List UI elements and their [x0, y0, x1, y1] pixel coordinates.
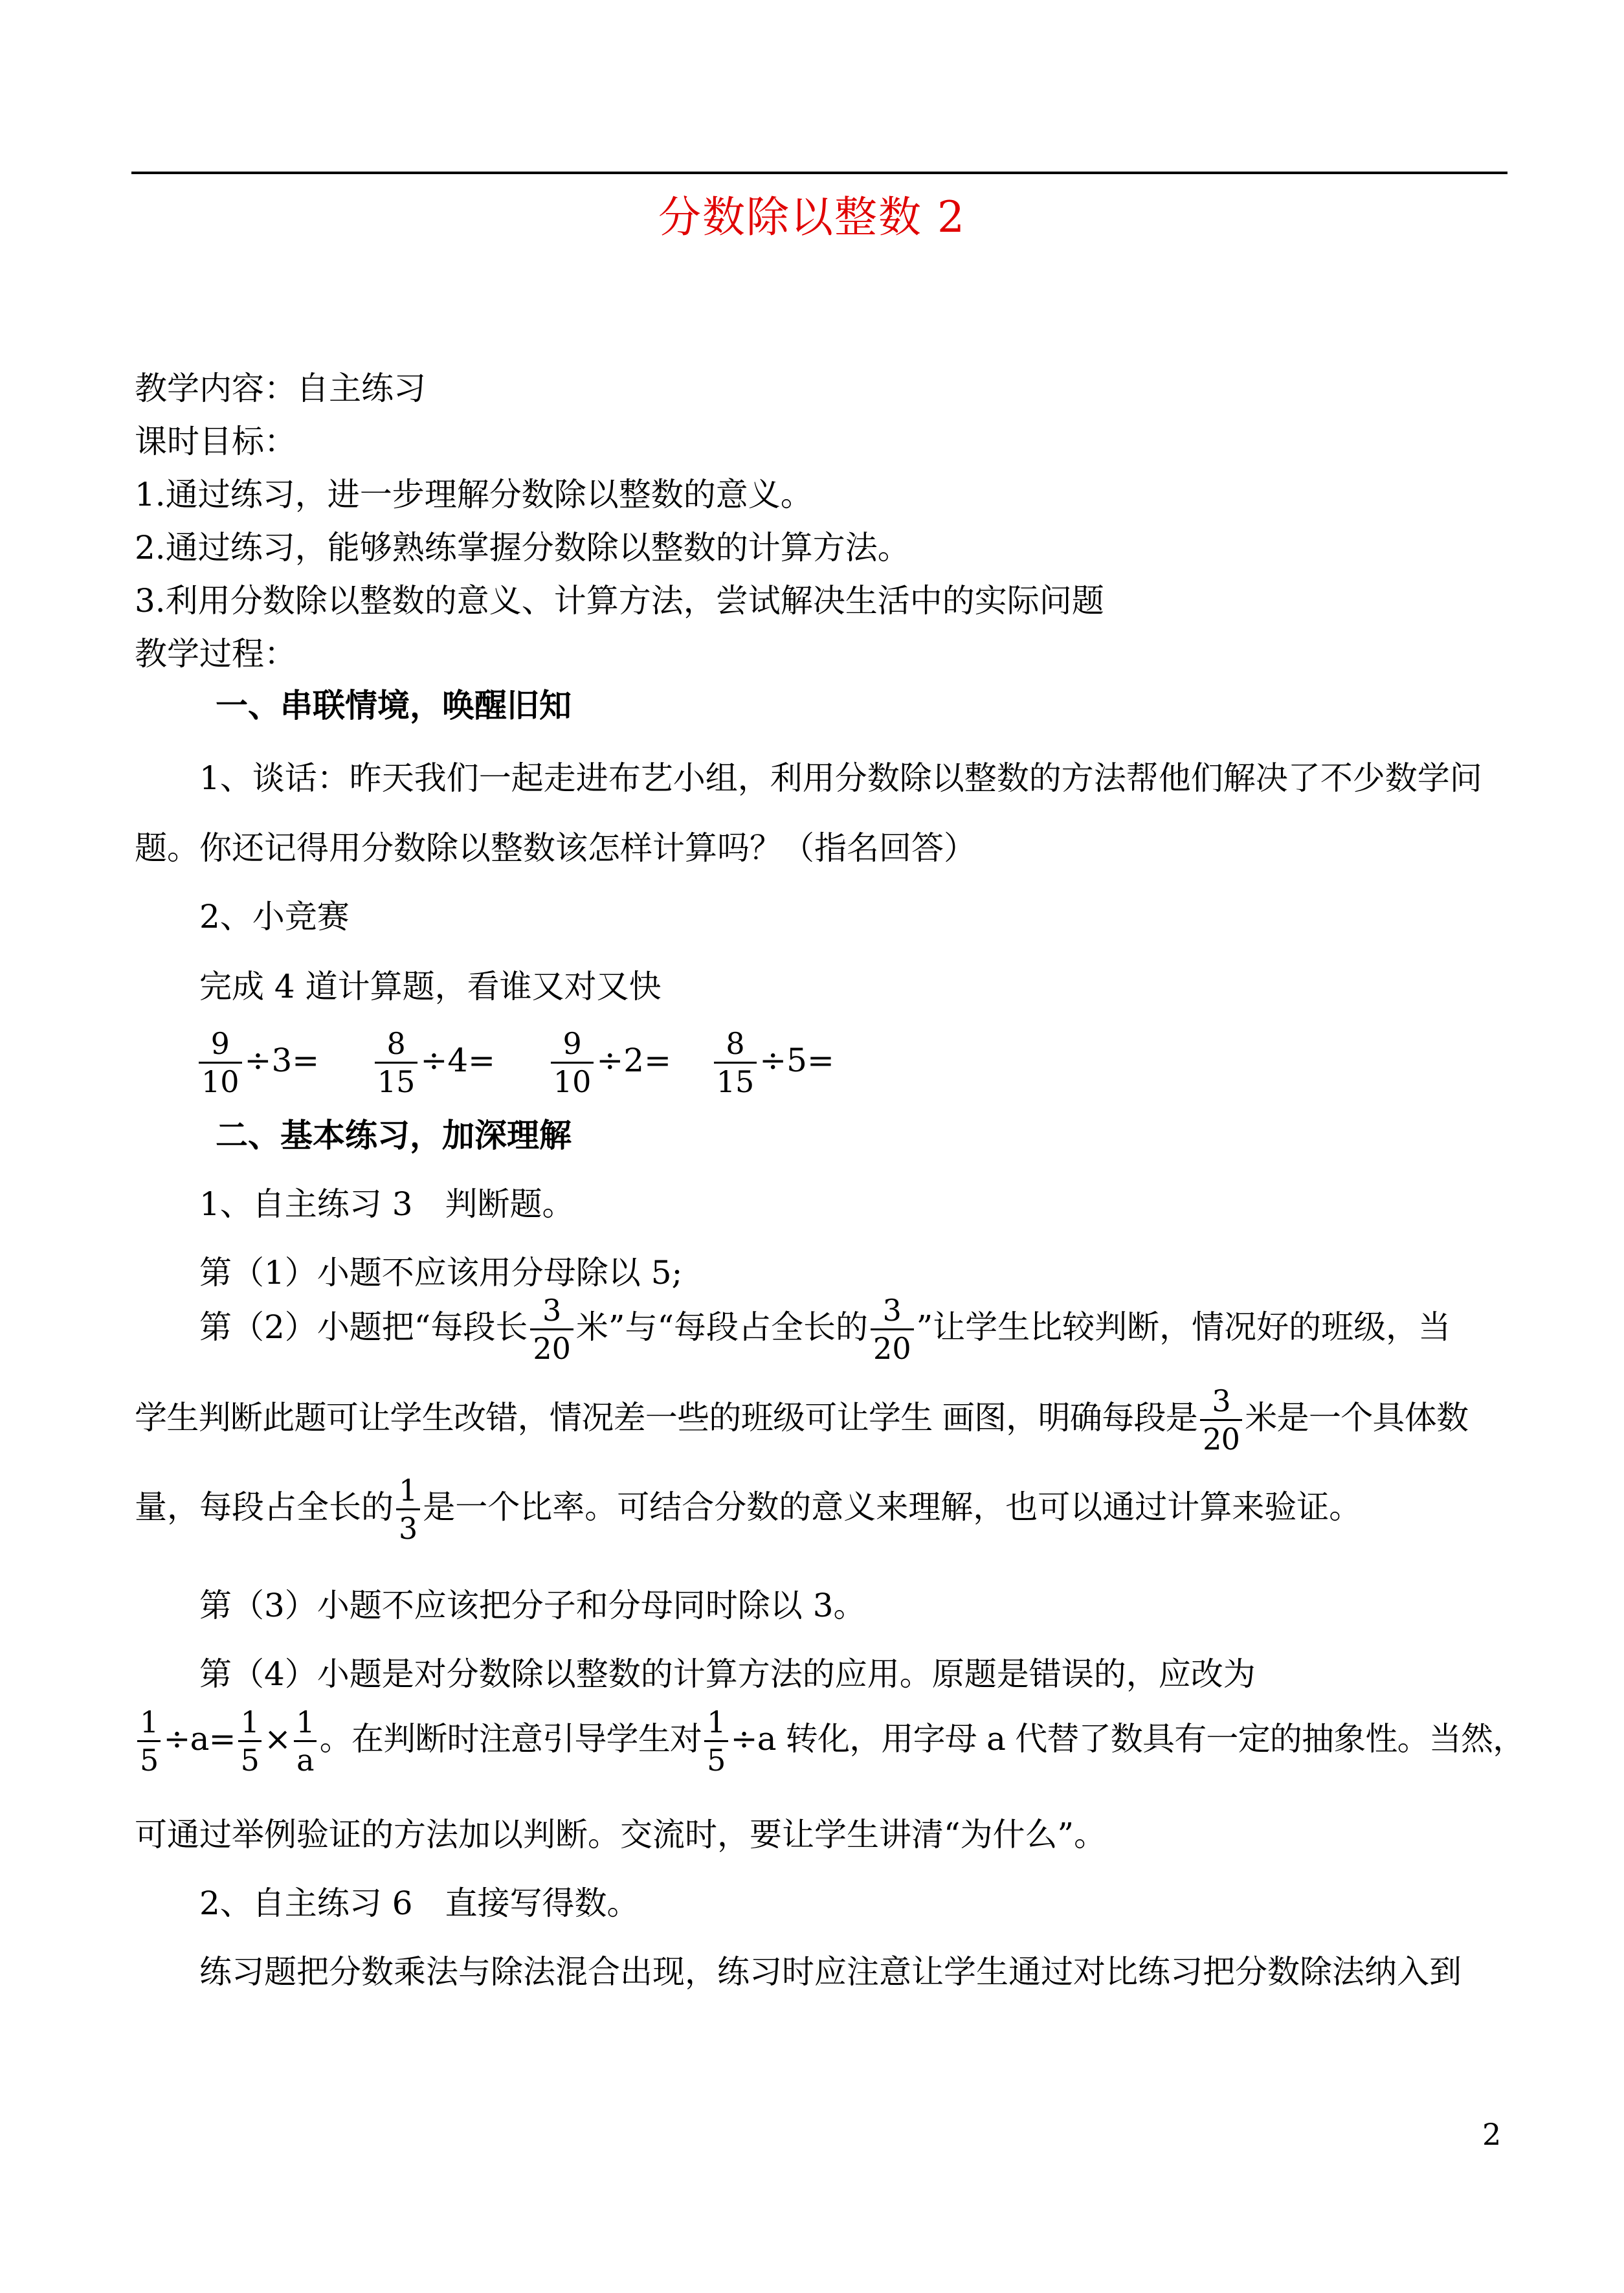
document-title: 分数除以整数 2 [658, 192, 966, 242]
header-rule [131, 172, 1507, 174]
item-4-note-end: 可通过举例验证的方法加以判断。交流时，要让学生讲清“为什么”。 [135, 1816, 1107, 1853]
item-4-note: 第（4）小题是对分数除以整数的计算方法的应用。原题是错误的，应改为 [199, 1655, 1256, 1693]
exercise-3: $\frac{9}{10}$ ÷2= [548, 1028, 701, 1098]
goal-1: 1.通过练习，进一步理解分数除以整数的意义。 [135, 476, 813, 513]
exercise-4: $\frac{8}{15}$ ÷5= [711, 1028, 834, 1098]
practice-6-note: 练习题把分数乘法与除法混合出现，练习时应注意让学生通过对比练习把分数除法纳入到 [199, 1953, 1462, 1991]
paragraph-talk: 1、谈话：昨天我们一起走进布艺小组，利用分数除以整数的方法帮他们解决了不少数学问 [199, 759, 1482, 797]
page-number: 2 [1482, 2117, 1502, 2152]
goal-3: 3.利用分数除以整数的意义、计算方法，尝试解决生活中的实际问题 [135, 582, 1104, 620]
teaching-content-line: 教学内容：自主练习 [135, 370, 426, 407]
paragraph-talk-cont: 题。你还记得用分数除以整数该怎样计算吗？（指名回答） [135, 829, 976, 867]
section-heading-2: 二、基本练习，加深理解 [216, 1116, 572, 1154]
contest-heading: 2、小竞赛 [199, 898, 350, 935]
item-2-note-end: 量，每段占全长的 $\frac{1}{3}$ 是一个比率。可结合分数的意义来理解，也可以通过计算来验证。 [135, 1473, 1362, 1547]
goal-2: 2.通过练习，能够熟练掌握分数除以整数的计算方法。 [135, 529, 910, 566]
practice-6-heading: 2、自主练习 6 直接写得数。 [199, 1885, 640, 1922]
goals-heading: 课时目标： [135, 423, 296, 460]
item-2-note: 第（2）小题把“每段长 $\frac{3}{20}$ 米”与“每段占全长的 $\frac{3}{20}$ ”让学生比较判断，情况好的班级，当 [199, 1293, 1451, 1367]
item-4-formula-line: $\frac{1}{5}$ ÷a= $\frac{1}{5}$ × $\frac{1}{a}$ 。在判断时注意引导学生对 $\frac{1}{5}$ ÷a 转化，用字母 a 代替了数具有一定的抽象性。当然， [135, 1706, 1524, 1776]
item-3-note: 第（3）小题不应该把分子和分母同时除以 3。 [199, 1587, 866, 1624]
exercise-1: $\frac{9}{10}$ ÷3= [196, 1028, 362, 1098]
contest-instruction: 完成 4 道计算题，看谁又对又快 [199, 968, 662, 1005]
item-1-note: 第（1）小题不应该用分母除以 5; [199, 1254, 683, 1292]
practice-3-heading: 1、自主练习 3 判断题。 [199, 1185, 575, 1223]
exercise-row [196, 1028, 834, 1098]
item-2-note-cont: 学生判断此题可让学生改错，情况差一些的班级可让学生 画图，明确每段是 $\frac{3}{20}$ 米是一个具体数 [135, 1383, 1469, 1457]
exercise-2: $\frac{8}{15}$ ÷4= [372, 1028, 538, 1098]
section-heading-1: 一、串联情境，唤醒旧知 [216, 686, 572, 724]
process-heading: 教学过程： [135, 635, 296, 673]
